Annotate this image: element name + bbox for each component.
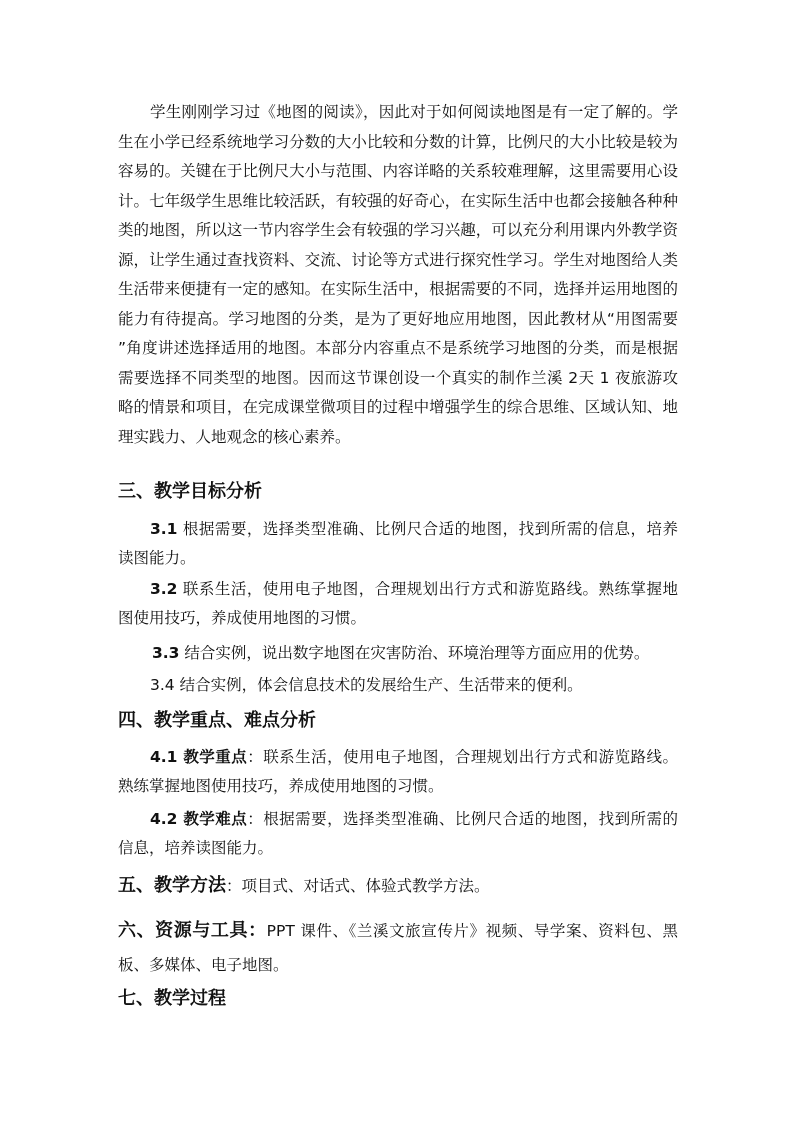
section-7-heading: 七、教学过程 [118, 988, 226, 1009]
item-number: 3.1 [150, 520, 178, 538]
objective-3-1 [118, 515, 678, 573]
item-key: 教学难点 [177, 810, 248, 828]
objective-3-3 [118, 639, 678, 668]
key-point-4-2 [118, 805, 678, 863]
item-number: 3.2 [150, 580, 178, 598]
objective-3-2 [118, 575, 678, 633]
item-number: 4.2 [150, 810, 178, 828]
item-number: 3.4 [150, 676, 175, 694]
intro-paragraph: 学生刚刚学习过《地图的阅读》，因此对于如何阅读地图是有一定了解的。学生在小学已经系统地学习分数的大小比较和分数的计算，比例尺的大小比较是较为容易的。关键在于比例尺大小与范围、内容详略的关系较难理解，这里需要用心设计。七年级学生思维比较活跃，有较强的好奇心，在实际生活中也都会接触各种种类的地图，所以这一节内容学生会有较强的学习兴趣，可以充分利用课内外教学资源，让学生通过查找资料、交流、讨论等方式进行探究性学习。学生对地图给人类生活带来便捷有一定的感知。在实际生活中，根据需要的不同，选择并运用地图的能力有待提高。学习地图的分类，是为了更好地应用地图，因此教材从“用图需要 ”角度讲述选择适用的地图。本部分内容重点不是系统学习地图的分类，而是根据需要选择不同类型的地图。因而这节课创设一个真实的制作兰溪 2天 1 夜旅游攻略的情景和项目，在完成课堂微项目的过程中增强学生的综合思维、区域认知、地理实践力、人地观念的核心素养。 [118, 103, 678, 446]
item-text: 根据需要，选择类型准确、比例尺合适的地图，找到所需的信息，培养读图能力。 [118, 520, 678, 567]
section-3-heading: 三、教学目标分析 [118, 481, 262, 502]
section-6-block [118, 914, 678, 982]
item-key: 教学重点 [177, 748, 248, 766]
section-5-content: ：项目式、对话式、体验式教学方法。 [226, 877, 490, 895]
item-text: ：联系生活，使用电子地图，合理规划出行方式和游览路线。熟练掌握地图使用技巧，养成使用地图的习惯。 [118, 748, 678, 795]
item-text: 结合实例，体会信息技术的发展给生产、生活带来的便利。 [174, 676, 583, 694]
objective-3-4 [118, 671, 678, 700]
section-5-heading [118, 874, 490, 898]
item-number: 4.1 [150, 748, 178, 766]
key-point-4-1 [118, 743, 678, 801]
section-6-heading: 六、资源与工具： [118, 920, 267, 941]
item-number: 3.3 [152, 644, 180, 662]
item-text: 联系生活，使用电子地图，合理规划出行方式和游览路线。熟练掌握地图使用技巧，养成使用地图的习惯。 [118, 580, 678, 627]
section-6-content: PPT 课件、《兰溪文旅宣传片》视频、导学案、资料包、黑板、多媒体、电子地图。 [118, 922, 679, 974]
section-5-title: 五、教学方法 [118, 875, 226, 896]
section-4-heading: 四、教学重点、难点分析 [118, 710, 316, 731]
item-text: ：根据需要，选择类型准确、比例尺合适的地图，找到所需的信息，培养读图能力。 [118, 810, 678, 857]
item-text: 结合实例，说出数字地图在灾害防治、环境治理等方面应用的优势。 [179, 644, 650, 662]
